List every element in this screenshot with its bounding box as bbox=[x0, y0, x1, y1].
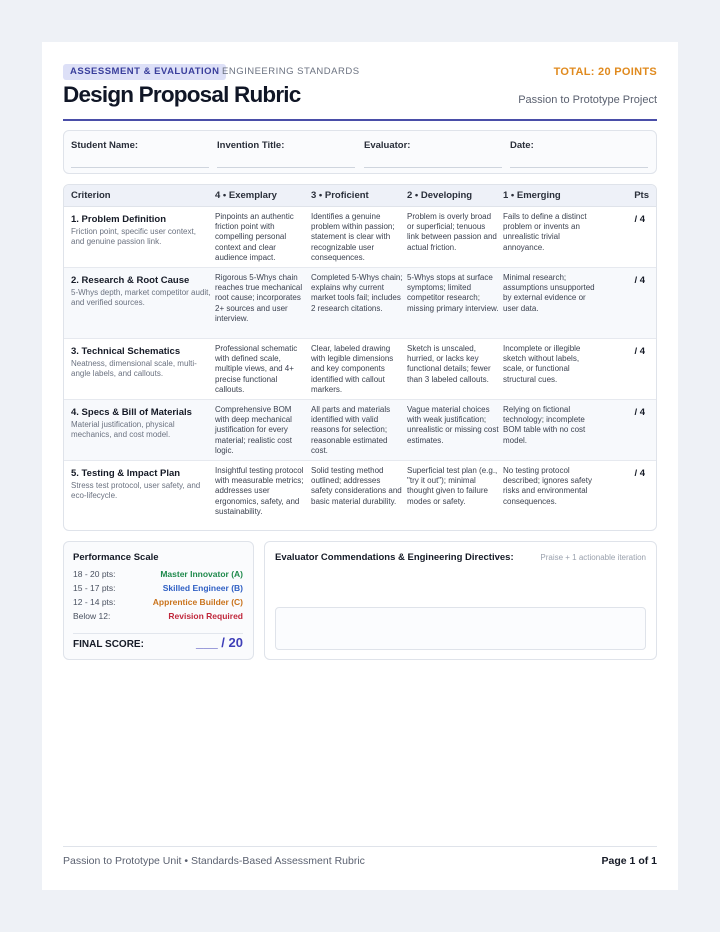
level-2-cell: 5-Whys stops at surface symptoms; limited competitor research; missing primary interview. bbox=[407, 273, 499, 313]
criterion-desc: Material justification, physical mechanics, and cost model. bbox=[71, 420, 175, 440]
criterion-desc: 5-Whys depth, market competitor audit, and verified sources. bbox=[71, 288, 211, 308]
criterion-cell bbox=[71, 346, 211, 380]
col-emerging: 1 • Emerging bbox=[503, 190, 561, 201]
scale-level: Apprentice Builder (C) bbox=[152, 597, 243, 607]
evaluator-field[interactable] bbox=[364, 140, 502, 168]
field-label: Invention Title: bbox=[217, 140, 285, 151]
level-1-cell: Fails to define a distinct problem or invents an unrealistic trivial annoyance. bbox=[503, 212, 587, 252]
level-3-cell: Completed 5-Whys chain; explains why current market tools fail; includes 2 research citations. bbox=[311, 273, 403, 313]
level-1-cell: Minimal research; assumptions unsupported by external evidence or user data. bbox=[503, 273, 595, 313]
level-3-cell: Clear, labeled drawing with legible dimensions and key components identified with callout markers. bbox=[311, 344, 394, 394]
table-row bbox=[64, 207, 656, 268]
criterion-cell bbox=[71, 275, 211, 309]
page-title: Design Proposal Rubric bbox=[63, 82, 301, 107]
category-label: ENGINEERING STANDARDS bbox=[222, 66, 360, 77]
points-cell[interactable]: / 4 bbox=[634, 275, 645, 286]
section-pill: ASSESSMENT & EVALUATION bbox=[63, 64, 226, 80]
rubric-table bbox=[63, 184, 657, 531]
scale-range: 18 - 20 pts: bbox=[73, 569, 116, 579]
table-header bbox=[64, 185, 656, 207]
level-3-cell: Identifies a genuine problem within passion; statement is clear with recognizable user consequences. bbox=[311, 212, 395, 262]
level-1-cell: Relying on fictional technology; incomplete BOM table with no cost model. bbox=[503, 405, 586, 445]
table-row bbox=[64, 461, 656, 531]
col-pts: Pts bbox=[634, 190, 649, 201]
student-name-field[interactable] bbox=[71, 140, 209, 168]
table-row bbox=[64, 400, 656, 461]
col-proficient: 3 • Proficient bbox=[311, 190, 369, 201]
level-4-cell: Insightful testing protocol with measurable metrics; addresses user ergonomics, safety, and sustainability. bbox=[215, 466, 304, 516]
col-developing: 2 • Developing bbox=[407, 190, 473, 201]
level-2-cell: Sketch is unscaled, hurried, or lacks key functional details; fewer than 3 labeled callouts. bbox=[407, 344, 491, 384]
points-cell[interactable]: / 4 bbox=[634, 407, 645, 418]
field-label: Date: bbox=[510, 140, 534, 151]
scale-row bbox=[73, 569, 243, 581]
criterion-title: 1. Problem Definition bbox=[71, 214, 167, 225]
scale-row bbox=[73, 583, 243, 595]
level-4-cell: Comprehensive BOM with deep mechanical justification for every material; realistic cost logic. bbox=[215, 405, 292, 455]
scale-range: Below 12: bbox=[73, 611, 111, 621]
criterion-desc: Stress test protocol, user safety, and eco-lifecycle. bbox=[71, 481, 201, 501]
level-4-cell: Professional schematic with defined scale, multiple views, and 4+ precise functional callouts. bbox=[215, 344, 298, 394]
level-2-cell: Vague material choices with weak justification; unrealistic or missing cost estimates. bbox=[407, 405, 499, 445]
level-1-cell: Incomplete or illegible sketch without labels, scale, or functional structural cues. bbox=[503, 344, 581, 384]
commendations-panel bbox=[264, 541, 657, 660]
write-line bbox=[217, 167, 355, 168]
field-label: Student Name: bbox=[71, 140, 139, 151]
table-row bbox=[64, 339, 656, 400]
write-line bbox=[364, 167, 502, 168]
project-name: Passion to Prototype Project bbox=[518, 94, 657, 106]
scale-row bbox=[73, 597, 243, 609]
level-2-cell: Problem is overly broad or superficial; tenuous link between passion and actual friction. bbox=[407, 212, 497, 252]
criterion-title: 2. Research & Root Cause bbox=[71, 275, 190, 286]
level-1-cell: No testing protocol described; ignores safety risks and environmental consequences. bbox=[503, 466, 592, 506]
criterion-cell bbox=[71, 468, 211, 502]
level-2-cell: Superficial test plan (e.g., "try it out"); minimal thought given to failure modes or safety. bbox=[407, 466, 498, 506]
criterion-cell bbox=[71, 407, 211, 441]
scale-row bbox=[73, 611, 243, 623]
criterion-desc: Friction point, specific user context, and genuine passion link. bbox=[71, 227, 196, 247]
footer-divider bbox=[63, 846, 657, 847]
level-3-cell: Solid testing method outlined; addresses safety considerations and basic material durability. bbox=[311, 466, 402, 506]
level-4-cell: Pinpoints an authentic friction point with compelling personal context and clear audience impact. bbox=[215, 212, 294, 262]
col-exemplary: 4 • Exemplary bbox=[215, 190, 277, 201]
criterion-title: 3. Technical Schematics bbox=[71, 346, 181, 357]
total-points: TOTAL: 20 POINTS bbox=[553, 66, 657, 78]
commendations-title: Evaluator Commendations & Engineering Directives: bbox=[275, 552, 514, 563]
scale-level: Master Innovator (A) bbox=[160, 569, 243, 579]
rubric-page bbox=[42, 42, 678, 890]
points-cell[interactable]: / 4 bbox=[634, 346, 645, 357]
criterion-cell bbox=[71, 214, 211, 248]
final-score bbox=[73, 633, 243, 653]
performance-scale-panel bbox=[63, 541, 254, 660]
level-4-cell: Rigorous 5-Whys chain reaches true mechanical root cause; incorporates 2+ sources and user interview. bbox=[215, 273, 303, 323]
date-field[interactable] bbox=[510, 140, 648, 168]
write-line bbox=[71, 167, 209, 168]
scale-range: 15 - 17 pts: bbox=[73, 583, 116, 593]
points-cell[interactable]: / 4 bbox=[634, 468, 645, 479]
criterion-desc: Neatness, dimensional scale, multi-angle labels, and callouts. bbox=[71, 359, 197, 379]
criterion-title: 5. Testing & Impact Plan bbox=[71, 468, 181, 479]
points-cell[interactable]: / 4 bbox=[634, 214, 645, 225]
scale-range: 12 - 14 pts: bbox=[73, 597, 116, 607]
scale-level: Skilled Engineer (B) bbox=[162, 583, 243, 593]
header-top-bar bbox=[63, 64, 657, 80]
level-3-cell: All parts and materials identified with valid reasons for selection; reasonable estimated cost. bbox=[311, 405, 391, 455]
commendations-hint: Praise + 1 actionable iteration bbox=[540, 553, 646, 562]
field-label: Evaluator: bbox=[364, 140, 411, 151]
title-divider bbox=[63, 119, 657, 121]
final-score-value[interactable]: ___ / 20 bbox=[196, 635, 243, 650]
final-score-label: FINAL SCORE: bbox=[73, 639, 144, 650]
scale-title: Performance Scale bbox=[73, 552, 159, 563]
criterion-title: 4. Specs & Bill of Materials bbox=[71, 407, 192, 418]
footer-text: Passion to Prototype Unit • Standards-Based Assessment Rubric bbox=[63, 855, 365, 867]
page-number: Page 1 of 1 bbox=[601, 855, 657, 867]
col-criterion: Criterion bbox=[71, 190, 111, 201]
invention-title-field[interactable] bbox=[217, 140, 355, 168]
scale-level: Revision Required bbox=[168, 611, 243, 621]
student-info-panel bbox=[63, 130, 657, 174]
commendations-box[interactable] bbox=[275, 607, 646, 650]
write-line bbox=[510, 167, 648, 168]
table-row bbox=[64, 268, 656, 339]
